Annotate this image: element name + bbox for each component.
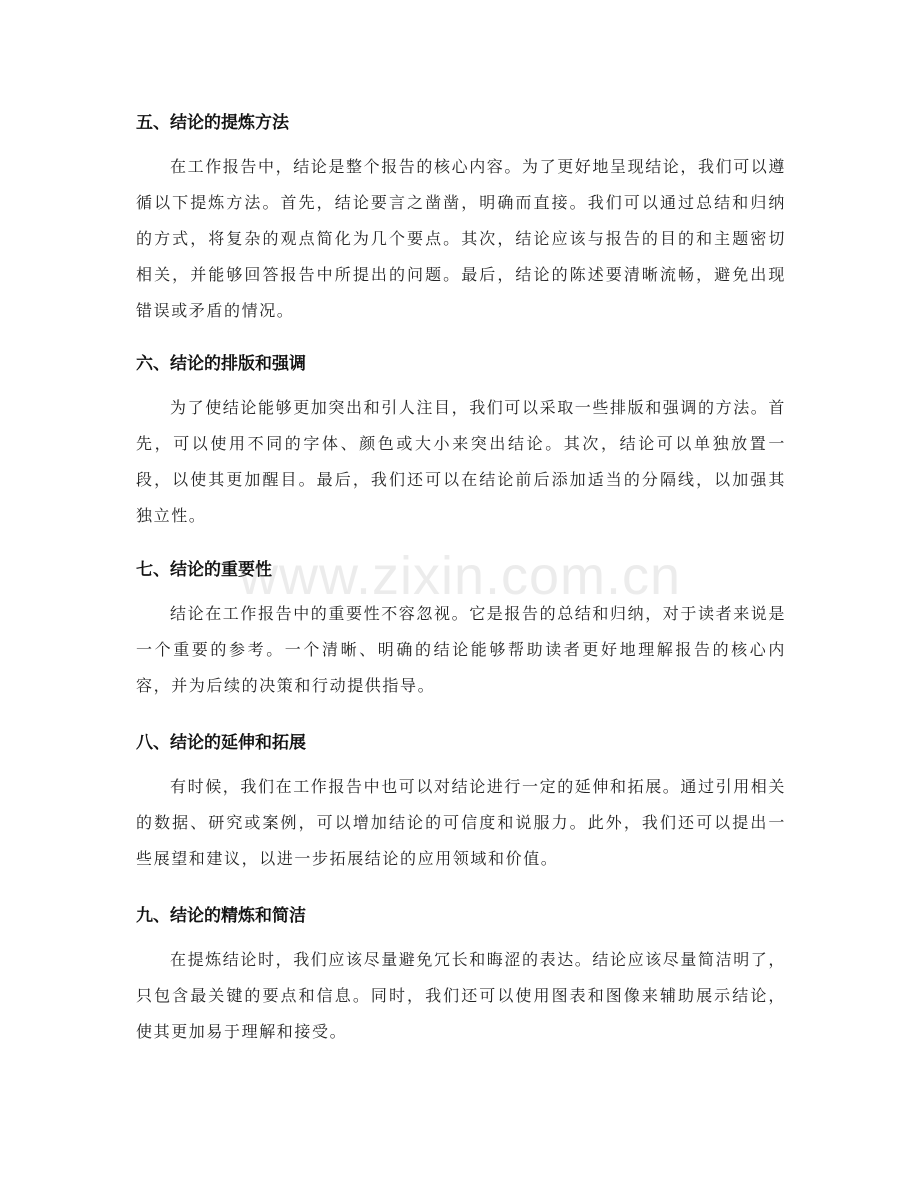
section-5 <box>136 111 786 329</box>
section-heading: 八、结论的延伸和拓展 <box>136 733 306 753</box>
section-paragraph: 有时候，我们在工作报告中也可以对结论进行一定的延伸和拓展。通过引用相关的数据、研究或案例，可以增加结论的可信度和说服力。此外，我们还可以提出一些展望和建议，以进一步拓展结论的应用领域和价值。 <box>136 777 787 868</box>
section-paragraph: 在工作报告中，结论是整个报告的核心内容。为了更好地呈现结论，我们可以遵循以下提炼方法。首先，结论要言之凿凿，明确而直接。我们可以通过总结和归纳的方式，将复杂的观点简化为几个要点。其次，结论应该与报告的目的和主题密切相关，并能够回答报告中所提出的问题。最后，结论的陈述要清晰流畅，避免出现错误或矛盾的情况。 <box>136 157 787 320</box>
section-paragraph: 在提炼结论时，我们应该尽量避免冗长和晦涩的表达。结论应该尽量简洁明了，只包含最关键的要点和信息。同时，我们还可以使用图表和图像来辅助展示结论，使其更加易于理解和接受。 <box>136 950 787 1041</box>
section-heading: 九、结论的精炼和简洁 <box>136 906 306 926</box>
section-heading: 六、结论的排版和强调 <box>136 354 306 374</box>
section-paragraph: 结论在工作报告中的重要性不容忽视。它是报告的总结和归纳，对于读者来说是一个重要的参考。一个清晰、明确的结论能够帮助读者更好地理解报告的核心内容，并为后续的决策和行动提供指导。 <box>136 604 787 695</box>
section-6 <box>136 352 786 534</box>
section-paragraph: 为了使结论能够更加突出和引人注目，我们可以采取一些排版和强调的方法。首先，可以使用不同的字体、颜色或大小来突出结论。其次，结论可以单独放置一段，以使其更加醒目。最后，我们还可以在结论前后添加适当的分隔线，以加强其独立性。 <box>136 398 787 525</box>
section-7 <box>136 558 786 704</box>
section-heading: 五、结论的提炼方法 <box>136 113 289 133</box>
section-9 <box>136 904 786 1050</box>
section-heading: 七、结论的重要性 <box>136 560 272 580</box>
section-8 <box>136 731 786 877</box>
watermark: www.zixin.com.cn <box>238 546 682 606</box>
